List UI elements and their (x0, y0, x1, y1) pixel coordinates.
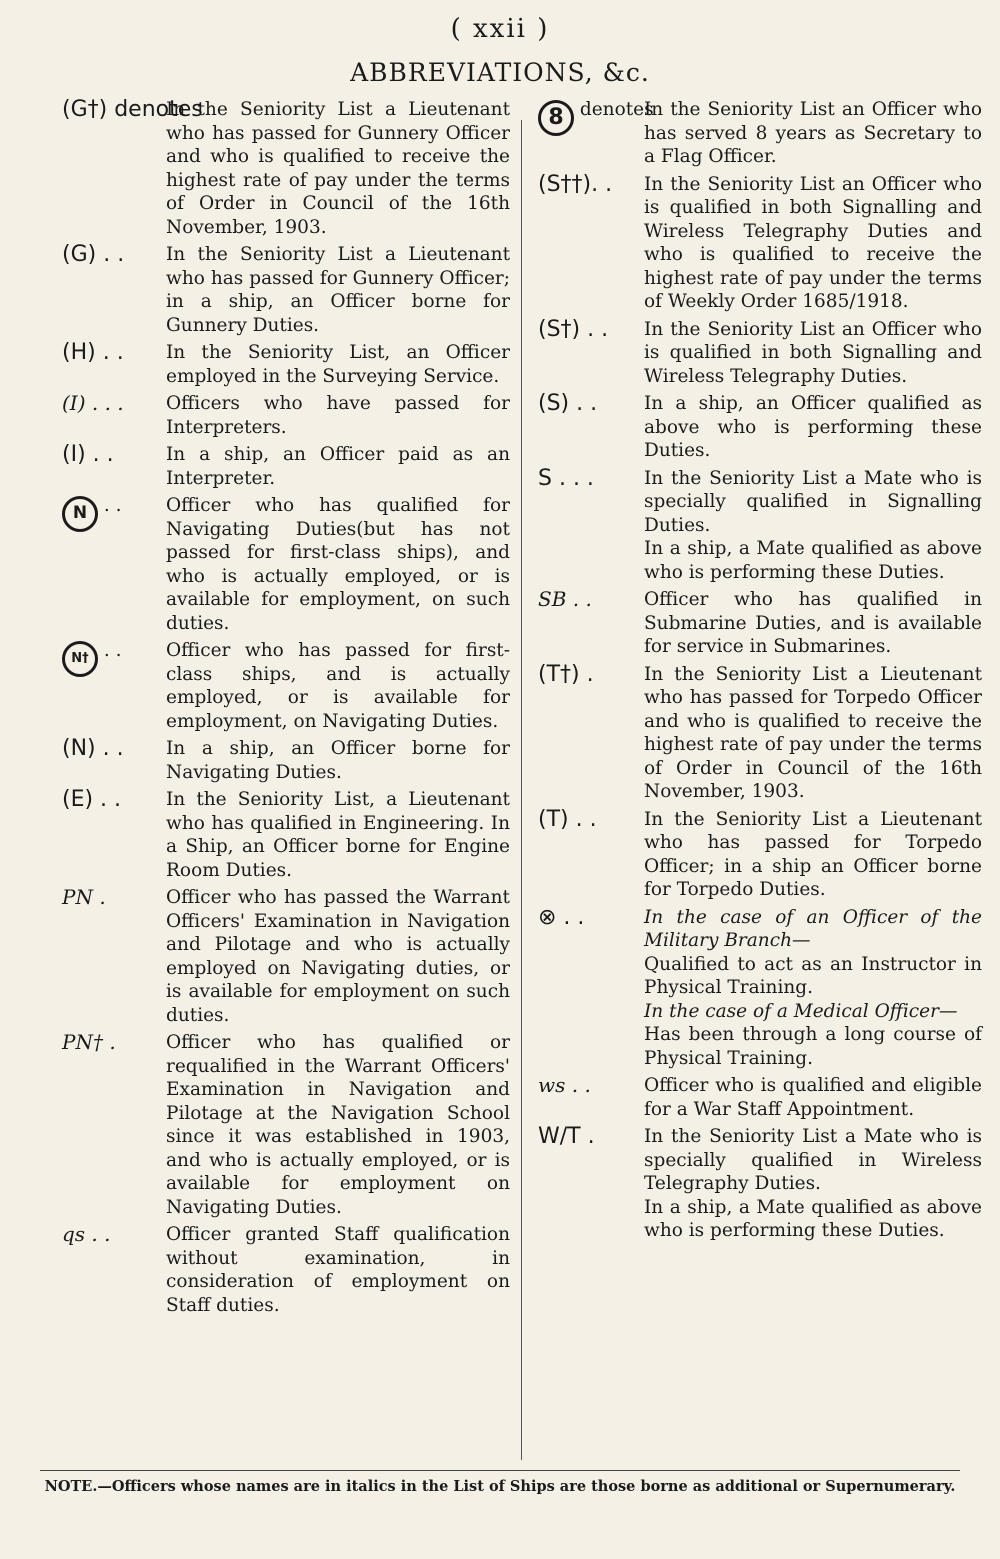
abbreviation-term: qs . . (62, 1222, 111, 1246)
abbreviation-entry (58, 886, 510, 1027)
abbreviation-entry (58, 639, 510, 733)
definition-line: In the case of an Officer of the Military Branch— (644, 906, 982, 951)
definition-line: Has been through a long course of Physical Training. (644, 1024, 982, 1069)
definition-line: In a ship, an Officer borne for Navigating Duties. (166, 738, 510, 783)
abbreviation-entry (534, 1125, 982, 1243)
abbreviation-entry (534, 98, 982, 169)
abbreviation-definition (166, 443, 510, 490)
abbreviation-term: (N) . . (62, 736, 124, 761)
abbreviation-definition (166, 494, 510, 635)
abbreviation-definition (644, 663, 982, 804)
abbreviation-definition (644, 1074, 982, 1121)
abbreviation-term: (S††). . (538, 171, 613, 197)
abbreviation-term: S . . . (538, 465, 594, 491)
definition-line: Qualified to act as an Instructor in Physical Training. (644, 953, 982, 998)
abbreviation-entry (58, 98, 510, 239)
definition-line: In a ship, a Mate qualified as above who is performing these Duties. (644, 1196, 982, 1241)
left-column (58, 98, 510, 1321)
abbreviation-definition (644, 392, 982, 463)
definition-line: Officer who has qualified in Submarine Duties, and is available for service in Submarines. (644, 589, 982, 657)
abbreviation-term: (I) . . . (62, 391, 124, 415)
abbreviation-term: (E) . . (62, 787, 122, 812)
definition-line: In a ship, a Mate qualified as above who is performing these Duties. (644, 538, 982, 583)
footnote: NOTE.—Officers whose names are in italics in the List of Ships are those borne as additional or Supernumerary. (40, 1470, 960, 1496)
abbreviation-entry (58, 1223, 510, 1317)
abbreviation-entry (534, 392, 982, 463)
abbreviation-suffix: . . (98, 495, 122, 516)
abbreviation-term: (S) . . (538, 391, 598, 416)
abbreviation-term: (I) . . (62, 442, 114, 467)
definition-line: In the Seniority List a Mate who is specially qualified in Signalling Duties. (644, 467, 982, 536)
definition-line: Officer who has qualified or requalified in the Warrant Officers' Examination in Navigation and Pilotage at the Navigation School since it was established in 1903, and who is actually employed, or is available for employment on Navigating Duties. (166, 1032, 510, 1218)
circled-symbol: N† (62, 641, 98, 677)
abbreviation-entry (58, 243, 510, 337)
definition-line: In the Seniority List, a Lieutenant who has qualified in Engineering. In a Ship, an Officer borne for Engine Room Duties. (166, 789, 510, 881)
abbreviation-entry (534, 173, 982, 314)
definition-line: Officer who is qualified and eligible for a War Staff Appointment. (644, 1075, 982, 1120)
abbreviation-definition (644, 98, 982, 169)
abbreviation-term: (T†) . (538, 661, 594, 687)
circled-symbol: 8 (538, 100, 574, 136)
abbreviation-term: (T) . . (538, 806, 597, 832)
definition-line: In the Seniority List, an Officer employed in the Surveying Service. (166, 342, 510, 387)
abbreviation-term: SB . . (538, 587, 592, 611)
definition-line: Officer who has passed the Warrant Officers' Examination in Navigation and Pilotage and who is actually employed on Navigating duties, or is available for employment on such duties. (166, 887, 510, 1026)
abbreviation-term: (H) . . (62, 340, 124, 365)
abbreviation-term: PN† . (62, 1030, 116, 1054)
abbreviation-definition (166, 639, 510, 733)
abbreviation-term (58, 494, 166, 635)
abbreviation-definition (644, 173, 982, 314)
abbreviation-definition (166, 341, 510, 388)
abbreviation-definition (166, 1031, 510, 1219)
abbreviation-entry (534, 1074, 982, 1121)
abbreviation-entry (534, 588, 982, 659)
abbreviation-definition (644, 588, 982, 659)
abbreviation-entry (534, 808, 982, 902)
abbreviation-term: W/T . (538, 1124, 595, 1149)
abbreviation-definition (166, 98, 510, 239)
definition-line: In the Seniority List a Lieutenant who has passed for Torpedo Officer and who is qualified to receive the highest rate of pay under the terms of Order in Council of the 16th November, 1903. (644, 663, 982, 802)
definition-line: In a ship, an Officer paid as an Interpreter. (166, 444, 510, 489)
abbreviation-entry (58, 1031, 510, 1219)
abbreviation-definition (166, 737, 510, 784)
definition-line: In the Seniority List a Lieutenant who has passed for Gunnery Officer; in a ship, an Officer borne for Gunnery Duties. (166, 244, 510, 336)
abbreviation-term: ws . . (538, 1073, 591, 1097)
page-title: ABBREVIATIONS, &c. (350, 58, 650, 87)
abbreviation-definition (166, 392, 510, 439)
abbreviation-definition (166, 243, 510, 337)
abbreviation-term: PN . (62, 885, 106, 909)
abbreviation-entry (534, 663, 982, 804)
abbreviation-definition (644, 1125, 982, 1243)
abbreviation-term: (G) . . (62, 242, 125, 267)
definition-line: Officers who have passed for Interpreters. (166, 393, 510, 438)
definition-line: In the Seniority List an Officer who is qualified in both Signalling and Wireless Telegraphy Duties. (644, 318, 982, 387)
abbreviation-term (58, 639, 166, 733)
right-column (534, 98, 982, 1247)
abbreviation-entry (534, 906, 982, 1071)
abbreviation-suffix: . . (98, 640, 122, 661)
definition-line: Officer who has qualified for Navigating Duties(but has not passed for first-class ships), and who is actually employed, or is available for employment, on such duties. (166, 495, 510, 634)
definition-line: In the Seniority List a Mate who is specially qualified in Wireless Telegraphy Duties. (644, 1126, 982, 1194)
abbreviation-entry (58, 341, 510, 388)
definition-line: In the Seniority List a Lieutenant who has passed for Torpedo Officer; in a ship an Officer borne for Torpedo Duties. (644, 808, 982, 900)
abbreviation-term: (G†) denotes (62, 97, 203, 122)
abbreviation-definition (644, 318, 982, 389)
abbreviation-entry (58, 494, 510, 635)
abbreviation-definition (644, 467, 982, 585)
abbreviation-term: (S†) . . (538, 316, 609, 342)
abbreviation-definition (644, 906, 982, 1071)
column-divider (521, 120, 522, 1460)
abbreviation-term: ⊗ . . (538, 904, 585, 930)
abbreviation-entry (58, 788, 510, 882)
abbreviation-entry (58, 443, 510, 490)
abbreviation-entry (534, 467, 982, 585)
definition-line: In the case of a Medical Officer— (644, 1000, 958, 1022)
abbreviation-entry (58, 737, 510, 784)
abbreviation-definition (644, 808, 982, 902)
abbreviation-entry (58, 392, 510, 439)
abbreviation-definition (166, 1223, 510, 1317)
abbreviation-definition (166, 788, 510, 882)
definition-line: In the Seniority List an Officer who has served 8 years as Secretary to a Flag Officer. (644, 99, 982, 167)
definition-line: In a ship, an Officer qualified as above who is performing these Duties. (644, 393, 982, 461)
definition-line: Officer who has passed for first-class ships, and is actually employed, or is available for employment, on Navigating Duties. (166, 640, 510, 732)
abbreviation-definition (166, 886, 510, 1027)
abbreviation-suffix: denotes (574, 99, 654, 120)
circled-symbol: N (62, 496, 98, 532)
abbreviation-term (534, 98, 654, 169)
definition-line: In the Seniority List a Lieutenant who has passed for Gunnery Officer and who is qualified to receive the highest rate of pay under the terms of Order in Council of the 16th November, 1903. (166, 99, 510, 238)
page-number: ( xxii ) (450, 14, 550, 44)
definition-line: In the Seniority List an Officer who is qualified in both Signalling and Wireless Telegraphy Duties and who is qualified to receive the highest rate of pay under the terms of Weekly Order 1685/1918. (644, 173, 982, 312)
definition-line: Officer granted Staff qualification without examination, in consideration of employment on Staff duties. (166, 1224, 510, 1316)
abbreviation-entry (534, 318, 982, 389)
